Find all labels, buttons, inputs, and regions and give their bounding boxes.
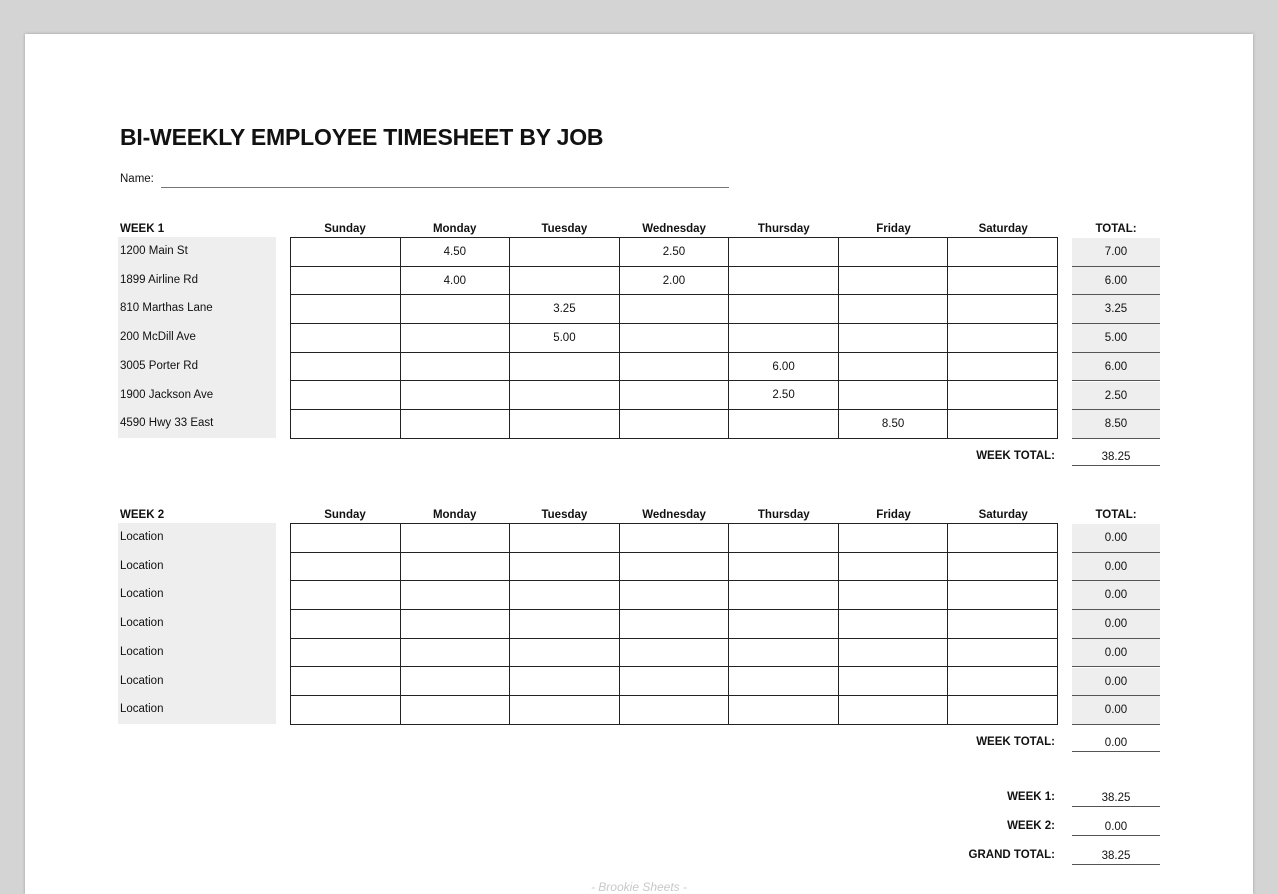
table-row <box>291 352 1058 381</box>
hours-cell[interactable] <box>948 381 1058 410</box>
hours-cell[interactable] <box>400 581 510 610</box>
row-total: 0.00 <box>1072 581 1160 610</box>
table-row <box>291 581 1058 610</box>
week-total-label: WEEK TOTAL: <box>976 735 1055 748</box>
hours-cell[interactable] <box>948 552 1058 581</box>
week-total-label: WEEK TOTAL: <box>976 449 1055 462</box>
page-title: BI-WEEKLY EMPLOYEE TIMESHEET BY JOB <box>120 124 604 150</box>
hours-cell[interactable]: 4.50 <box>400 238 510 267</box>
day-header: Tuesday <box>541 509 588 521</box>
hours-cell[interactable] <box>948 638 1058 667</box>
hours-cell[interactable] <box>400 381 510 410</box>
location-label[interactable]: Location <box>120 674 164 687</box>
summary-value: 38.25 <box>1072 845 1160 865</box>
table-row <box>291 667 1058 696</box>
table-row <box>291 238 1058 267</box>
hours-cell[interactable] <box>729 238 839 267</box>
hours-cell[interactable]: 2.50 <box>729 381 839 410</box>
hours-cell[interactable] <box>948 667 1058 696</box>
total-header: TOTAL: <box>1095 509 1137 521</box>
hours-cell[interactable] <box>400 524 510 553</box>
hours-cell[interactable] <box>838 295 948 324</box>
name-field[interactable] <box>161 187 729 188</box>
hours-cell[interactable] <box>838 238 948 267</box>
hours-cell[interactable] <box>729 295 839 324</box>
summary-value: 38.25 <box>1072 787 1160 807</box>
hours-cell[interactable] <box>729 552 839 581</box>
hours-cell[interactable] <box>619 610 729 639</box>
hours-cell[interactable] <box>400 638 510 667</box>
location-label[interactable]: Location <box>120 531 164 543</box>
row-total: 3.25 <box>1072 295 1160 324</box>
week-total-value: 38.25 <box>1072 446 1160 466</box>
hours-cell[interactable] <box>291 352 401 381</box>
summary-value: 0.00 <box>1072 816 1160 836</box>
hours-cell[interactable]: 6.00 <box>729 352 839 381</box>
hours-cell[interactable] <box>510 352 620 381</box>
hours-cell[interactable] <box>729 524 839 553</box>
day-header: Saturday <box>978 223 1028 235</box>
hours-cell[interactable] <box>619 552 729 581</box>
hours-cell[interactable] <box>291 295 401 324</box>
hours-cell[interactable] <box>838 581 948 610</box>
hours-cell[interactable] <box>948 352 1058 381</box>
hours-cell[interactable] <box>291 667 401 696</box>
location-label[interactable]: 4590 Hwy 33 East <box>120 417 214 430</box>
location-label[interactable]: 200 McDill Ave <box>120 331 196 344</box>
hours-cell[interactable]: 2.00 <box>619 266 729 295</box>
hours-cell[interactable] <box>729 696 839 725</box>
hours-cell[interactable] <box>291 696 401 725</box>
row-total: 0.00 <box>1072 639 1160 668</box>
hours-cell[interactable] <box>838 610 948 639</box>
hours-cell[interactable] <box>619 638 729 667</box>
row-total: 0.00 <box>1072 553 1160 582</box>
hours-cell[interactable] <box>948 581 1058 610</box>
hours-cell[interactable] <box>729 610 839 639</box>
day-header: Wednesday <box>642 223 706 235</box>
location-label[interactable]: Location <box>120 703 164 716</box>
row-total: 0.00 <box>1072 668 1160 697</box>
hours-cell[interactable] <box>400 610 510 639</box>
hours-cell[interactable] <box>400 667 510 696</box>
hours-cell[interactable] <box>510 410 620 439</box>
table-row <box>291 381 1058 410</box>
hours-grid <box>290 523 1058 725</box>
location-label[interactable]: Location <box>120 588 164 601</box>
hours-cell[interactable] <box>510 696 620 725</box>
table-row <box>291 410 1058 439</box>
hours-cell[interactable] <box>510 638 620 667</box>
timesheet-page <box>25 34 1253 894</box>
hours-cell[interactable] <box>291 381 401 410</box>
hours-cell[interactable]: 5.00 <box>510 324 620 353</box>
hours-cell[interactable] <box>510 667 620 696</box>
table-row <box>291 696 1058 725</box>
hours-cell[interactable] <box>838 696 948 725</box>
hours-cell[interactable] <box>510 581 620 610</box>
hours-cell[interactable] <box>291 410 401 439</box>
row-total: 6.00 <box>1072 353 1160 382</box>
hours-cell[interactable] <box>948 524 1058 553</box>
day-header: Friday <box>876 509 911 521</box>
hours-cell[interactable] <box>619 324 729 353</box>
hours-cell[interactable] <box>948 266 1058 295</box>
hours-cell[interactable] <box>291 266 401 295</box>
hours-cell[interactable] <box>510 381 620 410</box>
hours-cell[interactable] <box>291 581 401 610</box>
day-header: Sunday <box>324 509 366 521</box>
hours-cell[interactable]: 8.50 <box>838 410 948 439</box>
hours-cell[interactable] <box>838 524 948 553</box>
location-label[interactable]: 810 Marthas Lane <box>120 302 213 315</box>
hours-cell[interactable] <box>619 524 729 553</box>
hours-cell[interactable] <box>948 696 1058 725</box>
hours-cell[interactable] <box>510 266 620 295</box>
summary-label: WEEK 1: <box>1007 791 1055 803</box>
day-header: Tuesday <box>541 223 588 235</box>
hours-cell[interactable]: 2.50 <box>619 238 729 267</box>
table-row <box>291 638 1058 667</box>
hours-cell[interactable] <box>838 266 948 295</box>
day-header: Saturday <box>978 509 1028 521</box>
hours-cell[interactable] <box>400 552 510 581</box>
hours-cell[interactable] <box>948 238 1058 267</box>
day-header: Sunday <box>324 223 366 235</box>
hours-cell[interactable] <box>729 581 839 610</box>
hours-cell[interactable] <box>948 324 1058 353</box>
hours-cell[interactable] <box>838 324 948 353</box>
location-label[interactable]: 3005 Porter Rd <box>120 359 198 372</box>
hours-cell[interactable] <box>291 238 401 267</box>
day-header: Monday <box>432 509 477 521</box>
hours-cell[interactable] <box>729 410 839 439</box>
table-row <box>291 295 1058 324</box>
hours-cell[interactable] <box>729 667 839 696</box>
hours-cell[interactable] <box>619 381 729 410</box>
hours-cell[interactable] <box>291 610 401 639</box>
hours-cell[interactable] <box>838 352 948 381</box>
day-header: Thursday <box>757 223 810 235</box>
row-total: 0.00 <box>1072 524 1160 553</box>
hours-cell[interactable] <box>619 352 729 381</box>
week-label: WEEK 2 <box>120 509 165 521</box>
day-header: Monday <box>432 223 477 235</box>
row-total: 2.50 <box>1072 382 1160 411</box>
table-row <box>291 324 1058 353</box>
hours-cell[interactable] <box>291 324 401 353</box>
table-row <box>291 266 1058 295</box>
table-row <box>291 610 1058 639</box>
hours-cell[interactable] <box>619 696 729 725</box>
row-total: 8.50 <box>1072 410 1160 439</box>
hours-cell[interactable] <box>510 610 620 639</box>
hours-cell[interactable] <box>729 266 839 295</box>
hours-cell[interactable] <box>729 638 839 667</box>
hours-cell[interactable]: 3.25 <box>510 295 620 324</box>
hours-cell[interactable]: 4.00 <box>400 266 510 295</box>
row-total: 7.00 <box>1072 238 1160 267</box>
hours-cell[interactable] <box>948 410 1058 439</box>
row-total: 0.00 <box>1072 610 1160 639</box>
hours-cell[interactable] <box>400 324 510 353</box>
location-label[interactable]: Location <box>120 645 164 658</box>
hours-cell[interactable] <box>400 696 510 725</box>
day-header: Wednesday <box>642 509 706 521</box>
week-total-value: 0.00 <box>1072 732 1160 752</box>
hours-cell[interactable] <box>948 295 1058 324</box>
row-total: 6.00 <box>1072 267 1160 296</box>
location-label[interactable]: 1200 Main St <box>120 245 188 257</box>
hours-cell[interactable] <box>291 524 401 553</box>
name-label: Name: <box>120 173 154 185</box>
location-label[interactable]: Location <box>120 617 164 630</box>
row-total: 0.00 <box>1072 696 1160 725</box>
hours-cell[interactable] <box>510 238 620 267</box>
footer-credit: - Brookie Sheets - <box>590 880 688 894</box>
location-label[interactable]: 1900 Jackson Ave <box>120 388 214 401</box>
summary-label: WEEK 2: <box>1007 820 1055 832</box>
hours-grid <box>290 237 1058 439</box>
table-row <box>291 524 1058 553</box>
day-header: Friday <box>876 223 911 235</box>
hours-cell[interactable] <box>400 410 510 439</box>
hours-cell[interactable] <box>619 295 729 324</box>
hours-cell[interactable] <box>400 352 510 381</box>
location-label[interactable]: 1899 Airline Rd <box>120 273 198 286</box>
hours-cell[interactable] <box>619 667 729 696</box>
hours-cell[interactable] <box>291 552 401 581</box>
hours-cell[interactable] <box>510 524 620 553</box>
day-header: Thursday <box>757 509 810 521</box>
hours-cell[interactable] <box>948 610 1058 639</box>
hours-cell[interactable] <box>729 324 839 353</box>
summary-label: GRAND TOTAL: <box>968 849 1055 861</box>
hours-cell[interactable] <box>838 552 948 581</box>
hours-cell[interactable] <box>619 581 729 610</box>
hours-cell[interactable] <box>838 667 948 696</box>
week-label: WEEK 1 <box>120 223 165 235</box>
total-header: TOTAL: <box>1095 223 1137 235</box>
table-row <box>291 552 1058 581</box>
hours-cell[interactable] <box>838 381 948 410</box>
hours-cell[interactable] <box>510 552 620 581</box>
hours-cell[interactable] <box>619 410 729 439</box>
hours-cell[interactable] <box>838 638 948 667</box>
location-label[interactable]: Location <box>120 559 164 572</box>
hours-cell[interactable] <box>400 295 510 324</box>
hours-cell[interactable] <box>291 638 401 667</box>
row-total: 5.00 <box>1072 324 1160 353</box>
